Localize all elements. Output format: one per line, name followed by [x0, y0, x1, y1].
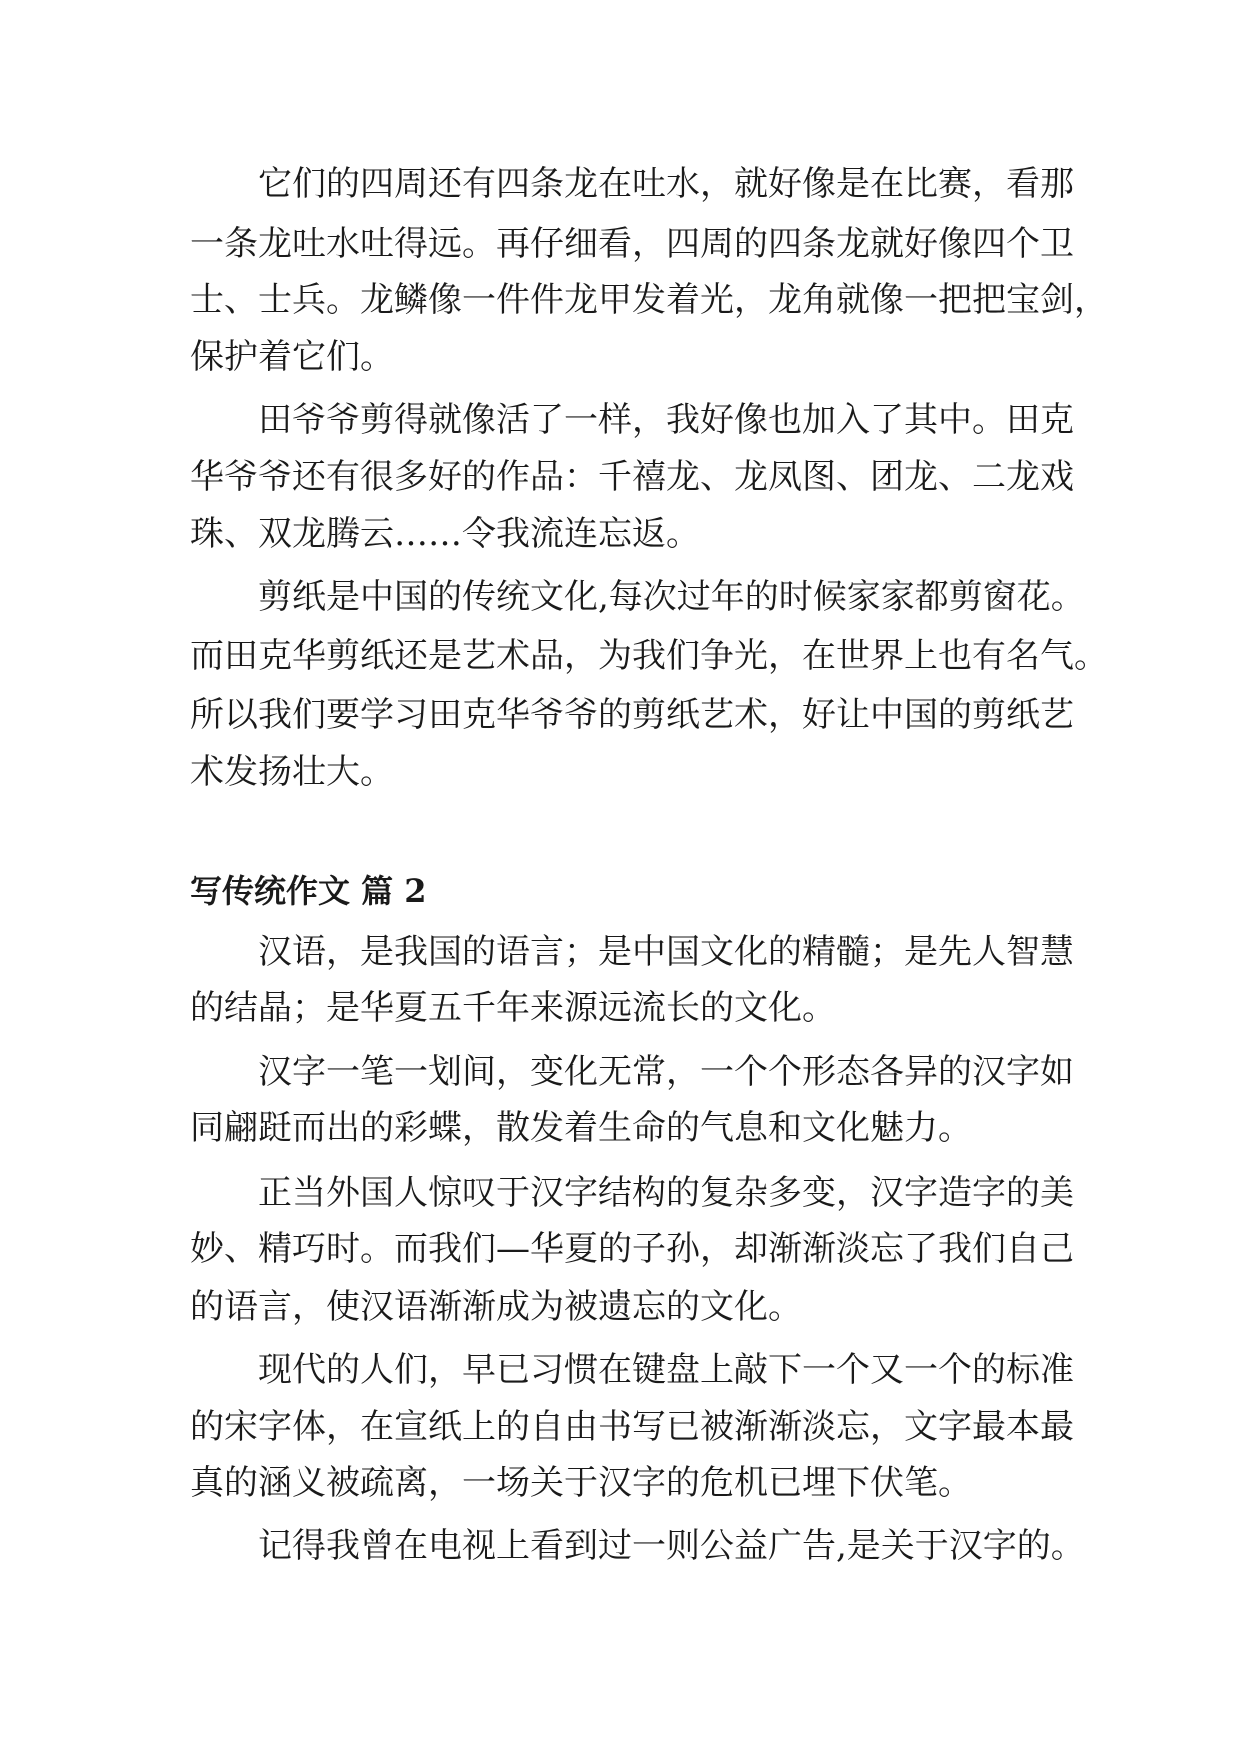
paragraph-line: 妙、精巧时。而我们—华夏的子孙，却渐渐淡忘了我们自己: [190, 1229, 1074, 1269]
paragraph-line: 真的涵义被疏离，一场关于汉字的危机已埋下伏笔。: [190, 1463, 972, 1503]
paragraph-line: 士、士兵。龙鳞像一件件龙甲发着光，龙角就像一把把宝剑，: [190, 280, 1108, 320]
paragraph-line: 术发扬壮大。: [190, 752, 394, 792]
paragraph-line: 保护着它们。: [190, 337, 394, 377]
paragraph-line: 的宋字体，在宣纸上的自由书写已被渐渐淡忘，文字最本最: [190, 1407, 1074, 1447]
paragraph-line: 记得我曾在电视上看到过一则公益广告,是关于汉字的。: [258, 1526, 1085, 1566]
paragraph-line: 珠、双龙腾云……令我流连忘返。: [190, 514, 700, 554]
paragraph-line: 剪纸是中国的传统文化,每次过年的时候家家都剪窗花。: [258, 577, 1085, 617]
paragraph-line: 现代的人们，早已习惯在键盘上敲下一个又一个的标准: [258, 1350, 1074, 1390]
paragraph-line: 一条龙吐水吐得远。再仔细看，四周的四条龙就好像四个卫: [190, 224, 1074, 264]
paragraph-line: 同翩跹而出的彩蝶，散发着生命的气息和文化魅力。: [190, 1108, 972, 1148]
paragraph-line: 汉语，是我国的语言；是中国文化的精髓；是先人智慧: [258, 932, 1074, 972]
paragraph-line: 汉字一笔一划间，变化无常，一个个形态各异的汉字如: [258, 1052, 1074, 1092]
paragraph-line: 而田克华剪纸还是艺术品，为我们争光，在世界上也有名气。: [190, 636, 1108, 676]
paragraph-line: 华爷爷还有很多好的作品：千禧龙、龙凤图、团龙、二龙戏: [190, 457, 1074, 497]
paragraph-line: 所以我们要学习田克华爷爷的剪纸艺术，好让中国的剪纸艺: [190, 695, 1074, 735]
section-heading: 写传统作文 篇 2: [190, 872, 427, 910]
paragraph-line: 田爷爷剪得就像活了一样，我好像也加入了其中。田克: [258, 400, 1074, 440]
paragraph-line: 正当外国人惊叹于汉字结构的复杂多变，汉字造字的美: [258, 1173, 1074, 1213]
paragraph-line: 的结晶；是华夏五千年来源远流长的文化。: [190, 988, 836, 1028]
paragraph-line: 它们的四周还有四条龙在吐水，就好像是在比赛，看那: [258, 164, 1074, 204]
paragraph-line: 的语言，使汉语渐渐成为被遗忘的文化。: [190, 1287, 802, 1327]
